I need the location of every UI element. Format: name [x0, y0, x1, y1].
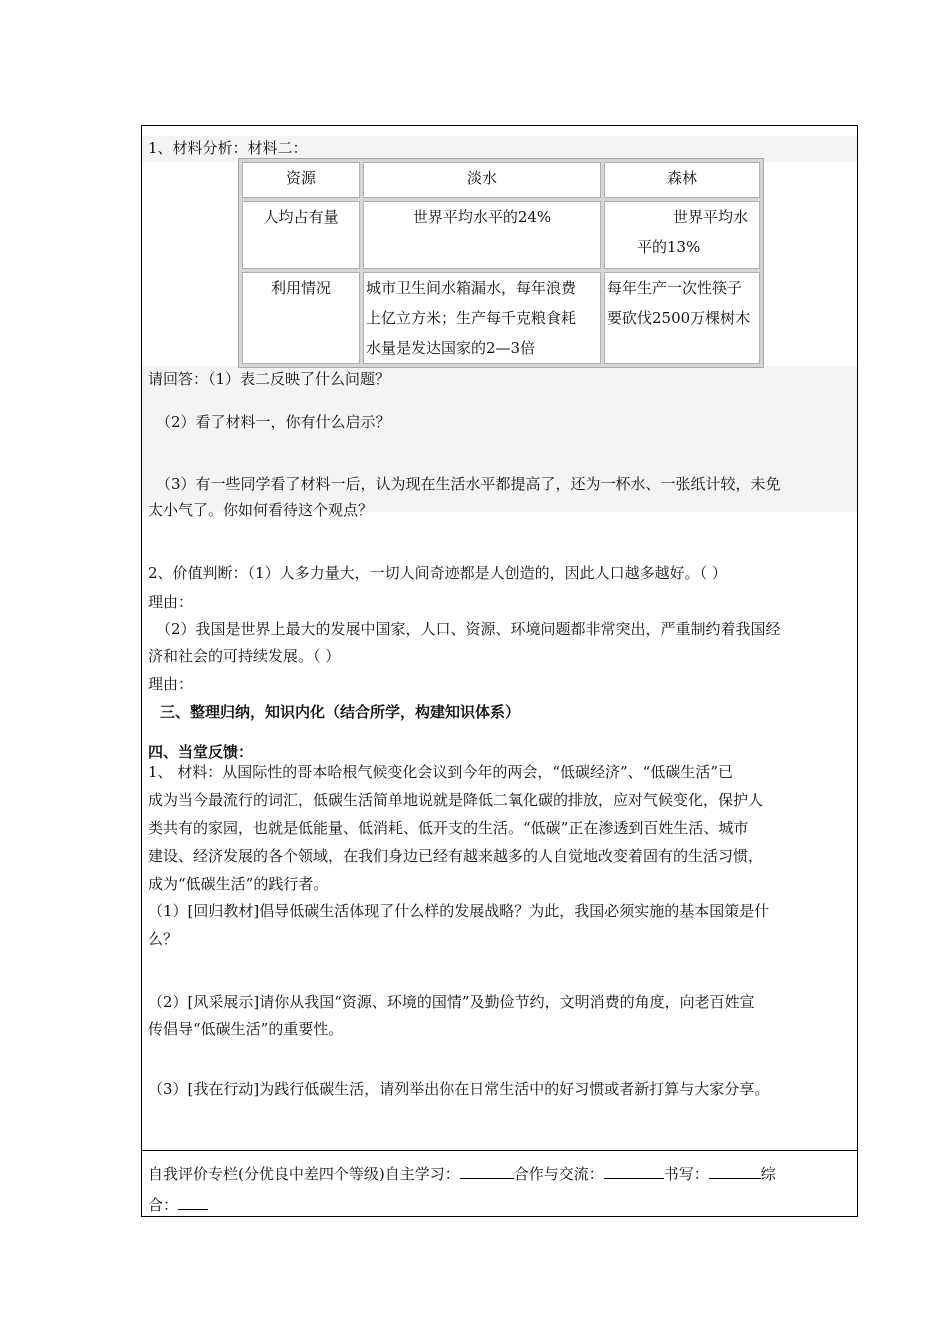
section4-heading: 四、当堂反馈：: [148, 743, 254, 761]
ask-3-line2: 太小气了。你如何看待这个观点？: [148, 501, 374, 519]
eval-total-label: 合：: [148, 1196, 179, 1214]
cell-line: 上亿立方米；生产每千克粮食耗: [366, 309, 577, 327]
eval-prefix: 自我评价专栏(分优良中差四个等级)自主学习：: [148, 1165, 460, 1183]
q2-line1: 2、价值判断：（1）人多力量大，一切人间奇迹都是人创造的，因此人口越多越好。（ ）: [148, 564, 727, 582]
table-header: 森林: [604, 162, 760, 198]
cooperation-blank[interactable]: [604, 1164, 664, 1179]
table-cell: [604, 201, 760, 269]
table-cell: [604, 272, 760, 364]
material-line: 类共有的家园，也就是低能量、低消耗、低开支的生活。“低碳”正在渗透到百姓生活、城市: [148, 819, 749, 837]
q1-heading: 1、材料分析：材料二：: [148, 139, 308, 157]
ask-3-line1: （3）有一些同学看了材料一后，认为现在生活水平都提高了，还为一杯水、一张纸计较，未免: [156, 475, 781, 493]
section-divider: [142, 1150, 857, 1151]
q2-reason2: 理由：: [148, 675, 194, 693]
q2-line2: （2）我国是世界上最大的发展中国家，人口、资源、环境问题都非常突出，严重制约着我国经: [156, 620, 781, 638]
cell-line: 水量是发达国家的2—3倍: [366, 339, 536, 357]
material-line: 建设、经济发展的各个领域，在我们身边已经有越来越多的人自觉地改变着固有的生活习惯，: [148, 847, 764, 865]
material-line: 1、 材料：从国际性的哥本哈根气候变化会议到今年的两会，“低碳经济”、“低碳生活”已: [148, 763, 733, 781]
writing-blank[interactable]: [709, 1164, 761, 1179]
cell-line: 世界平均水: [673, 208, 749, 226]
worksheet-frame: [141, 125, 858, 1217]
table-cell: 人均占有量: [242, 201, 360, 269]
feedback-3: （3）[我在行动]为践行低碳生活，请列举出你在日常生活中的好习惯或者新打算与大家分享。: [148, 1080, 770, 1098]
cell-line: 城市卫生间水箱漏水，每年浪费: [366, 279, 577, 297]
self-study-blank[interactable]: [460, 1164, 514, 1179]
feedback-2-line1: （2）[风采展示]请你从我国“资源、环境的国情”及勤俭节约，文明消费的角度，向老百姓宣: [148, 993, 755, 1011]
ask-1: 请回答：（1）表二反映了什么问题？: [148, 370, 391, 388]
q2-line3: 济和社会的可持续发展。（ ）: [148, 647, 341, 665]
section3-heading: 三、整理归纳，知识内化（结合所学，构建知识体系）: [160, 703, 521, 721]
table-cell: 世界平均水平的24%: [363, 201, 601, 269]
table-cell: [363, 272, 601, 364]
table-header: 淡水: [363, 162, 601, 198]
resource-table: [238, 158, 764, 368]
q2-reason1: 理由：: [148, 593, 194, 611]
eval-total-tail: 综: [760, 1165, 776, 1183]
cell-line: 每年生产一次性筷子: [607, 279, 743, 297]
eval-write-label: 书写：: [663, 1165, 709, 1183]
cell-line: 平的13%: [637, 238, 701, 256]
material-line: 成为当今最流行的词汇，低碳生活简单地说就是降低二氧化碳的排放，应对气候变化，保护人: [148, 791, 764, 809]
ask-2: （2）看了材料一，你有什么启示？: [156, 413, 391, 431]
feedback-1-line2: 么？: [148, 930, 179, 948]
feedback-1-line1: （1）[回归教材]倡导低碳生活体现了什么样的发展战略？为此，我国必须实施的基本国策是什: [148, 902, 770, 920]
self-evaluation-line1: [148, 1164, 776, 1184]
overall-blank[interactable]: [178, 1195, 208, 1210]
feedback-2-line2: 传倡导“低碳生活”的重要性。: [148, 1020, 344, 1038]
table-cell: 利用情况: [242, 272, 360, 364]
self-evaluation-line2: [148, 1195, 208, 1215]
eval-coop-label: 合作与交流：: [513, 1165, 604, 1183]
cell-line: 要砍伐2500万棵树木: [607, 309, 751, 327]
table-header: 资源: [242, 162, 360, 198]
material-line: 成为“低碳生活”的践行者。: [148, 875, 329, 893]
